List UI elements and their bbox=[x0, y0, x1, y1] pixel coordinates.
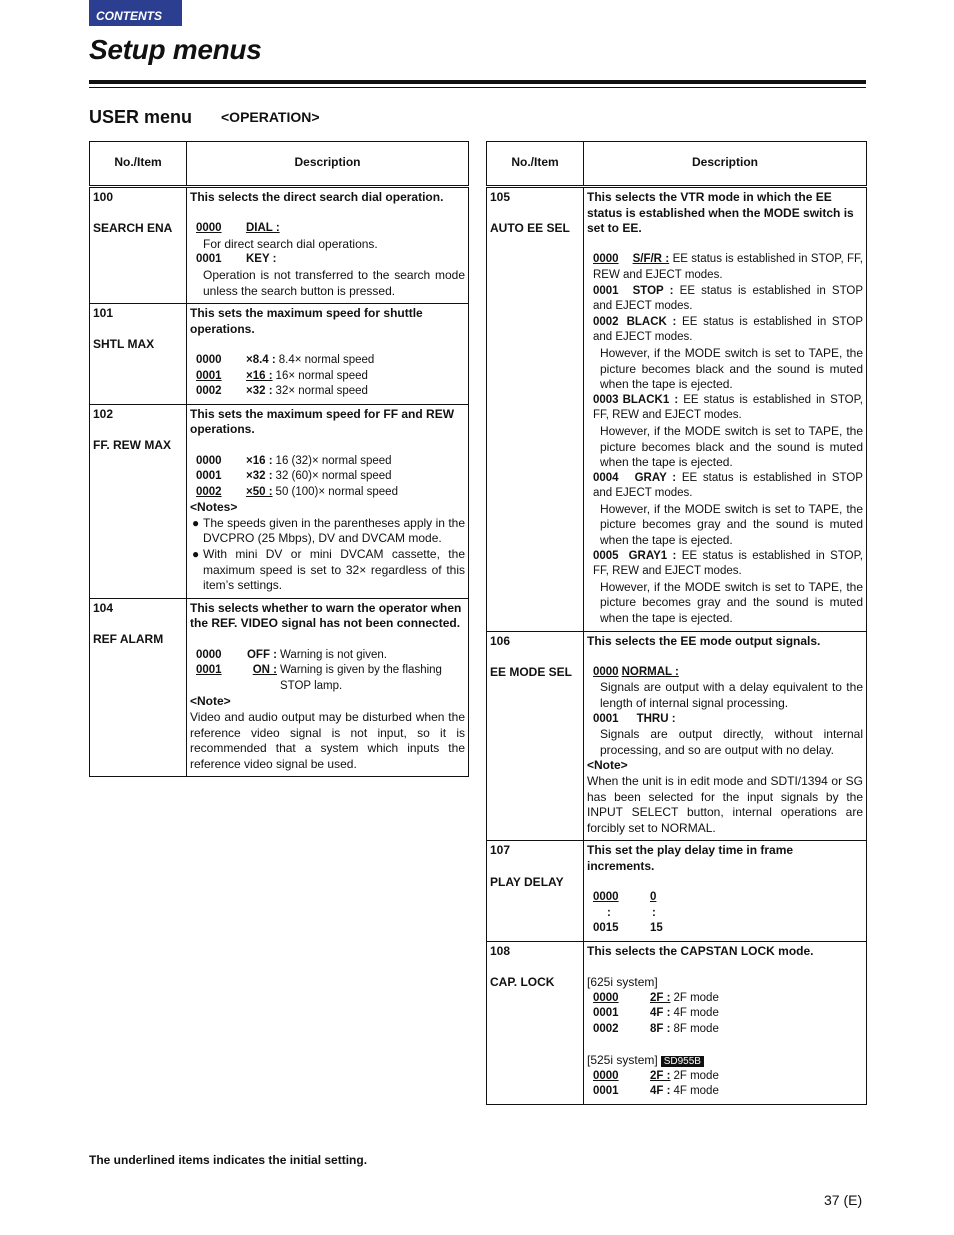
option-label: BLACK1 : bbox=[622, 393, 679, 406]
option-code: 0002 bbox=[593, 315, 619, 328]
option-code: 0001 bbox=[593, 284, 619, 297]
item-lead: This selects the CAPSTAN LOCK mode. bbox=[587, 943, 814, 958]
footnote: The underlined items indicates the initial setting. bbox=[89, 1153, 368, 1167]
option-text: 2F mode bbox=[673, 991, 719, 1004]
item-name: SHTL MAX bbox=[93, 337, 155, 352]
item-number: 104 bbox=[93, 600, 114, 615]
option-code: 0001 bbox=[196, 470, 222, 483]
section-title: USER menu bbox=[89, 107, 193, 127]
table-header-row bbox=[487, 142, 867, 187]
item-name: SEARCH ENA bbox=[93, 221, 173, 236]
settings-table-left bbox=[89, 141, 469, 777]
option-extra: However, if the MODE switch is set to TAPE, the picture becomes gray and the sound is muted when the tape is ejected. bbox=[600, 501, 863, 548]
item-lead: This sets the maximum speed for shuttle operations. bbox=[190, 306, 423, 336]
item-lead: This selects the VTR mode in which the EE status is established when the MODE switch is set to EE. bbox=[587, 190, 854, 236]
option-text: 2F mode bbox=[673, 1069, 719, 1082]
option-text: EE status is established in STOP and EJECT modes. bbox=[593, 315, 863, 344]
item-name: CAP. LOCK bbox=[490, 975, 555, 990]
item-name: FF. REW MAX bbox=[93, 437, 171, 452]
option-code: 0000 bbox=[593, 253, 619, 266]
option-text: 32× normal speed bbox=[275, 385, 368, 398]
desc-cell bbox=[584, 631, 867, 841]
item-number: 101 bbox=[93, 306, 114, 321]
option-code: 0000 bbox=[196, 648, 222, 661]
option-text: 32 (60)× normal speed bbox=[275, 470, 392, 483]
table-row bbox=[487, 631, 867, 841]
option-label: NORMAL : bbox=[621, 665, 679, 678]
option-code: 0001 bbox=[196, 664, 222, 677]
option-code: 0001 bbox=[593, 1007, 619, 1020]
option-text: EE status is established in STOP and EJECT modes. bbox=[593, 284, 864, 313]
option-code: 0000 bbox=[196, 353, 222, 366]
desc-cell bbox=[584, 841, 867, 942]
option-label: S/F/R : bbox=[632, 253, 670, 266]
option-text: EE status is established in STOP, FF, REW and EJECT modes. bbox=[593, 549, 864, 578]
option-value: 0 bbox=[650, 891, 657, 904]
option-label: ×50 : bbox=[246, 485, 273, 498]
option-label: THRU : bbox=[636, 712, 676, 725]
note-text: When the unit is in edit mode and SDTI/1394 or SG has been selected for the input signals by the INPUT SELECT button, internal operations are forcibly set to NORMAL. bbox=[587, 773, 863, 835]
option-code: 0001 bbox=[593, 1085, 619, 1098]
item-number: 102 bbox=[93, 406, 114, 421]
col-desc-header: Description bbox=[584, 142, 867, 187]
option-code: 0000 bbox=[593, 1069, 619, 1082]
option-text: 50 (100)× normal speed bbox=[275, 485, 398, 498]
option-code: 0015 bbox=[593, 922, 619, 935]
table-header-row bbox=[90, 142, 469, 187]
option-label: 8F : bbox=[650, 1022, 671, 1035]
table-row bbox=[90, 598, 469, 777]
item-name: EE MODE SEL bbox=[490, 664, 573, 679]
option-extra: However, if the MODE switch is set to TAPE, the picture becomes black and the sound is muted when the tape is ejected. bbox=[600, 345, 863, 392]
option-label: 2F : bbox=[650, 991, 671, 1004]
option-label: ×16 : bbox=[246, 454, 273, 467]
page-number: 37 (E) bbox=[824, 1192, 863, 1208]
item-lead: This set the play delay time in frame increments. bbox=[587, 843, 794, 873]
option-label: STOP : bbox=[632, 284, 674, 297]
model-badge: SD955B bbox=[661, 1056, 704, 1067]
option-text: Signals are output with a delay equivalent to the length of internal signal processing. bbox=[600, 680, 863, 710]
option-text: 4F mode bbox=[673, 1085, 719, 1098]
option-text: For direct search dial operations. bbox=[203, 236, 378, 251]
option-text: 8F mode bbox=[673, 1022, 719, 1035]
item-name: PLAY DELAY bbox=[490, 874, 564, 889]
option-label: ×32 : bbox=[246, 385, 273, 398]
table-row bbox=[487, 941, 867, 1104]
item-lead: This sets the maximum speed for FF and REW operations. bbox=[190, 406, 455, 437]
item-cell bbox=[90, 304, 187, 405]
table-row bbox=[90, 187, 469, 304]
item-lead: This selects whether to warn the operator when the REF. VIDEO signal has not been connected. bbox=[190, 600, 462, 631]
table-row bbox=[487, 841, 867, 942]
option-label: DIAL : bbox=[246, 222, 280, 235]
option-label: ×16 : bbox=[246, 369, 273, 382]
option-label: ×8.4 : bbox=[246, 353, 276, 366]
desc-cell bbox=[584, 941, 867, 1104]
item-number: 107 bbox=[490, 843, 511, 858]
settings-table-right bbox=[486, 141, 867, 1105]
option-text: 16× normal speed bbox=[275, 369, 368, 382]
desc-cell bbox=[187, 304, 469, 405]
desc-cell bbox=[584, 187, 867, 632]
note-text: With mini DV or mini DVCAM cassette, the maximum speed is set to 32× regardless of this item’s settings. bbox=[203, 547, 465, 593]
option-text: 8.4× normal speed bbox=[278, 353, 375, 366]
option-label: GRAY : bbox=[634, 471, 677, 484]
item-cell bbox=[90, 598, 187, 777]
system-label: [525i system] bbox=[587, 1053, 658, 1068]
option-label: KEY : bbox=[246, 253, 277, 266]
item-cell bbox=[487, 941, 584, 1104]
option-code: 0002 bbox=[593, 1022, 619, 1035]
item-number: 100 bbox=[93, 190, 114, 204]
note-text: The speeds given in the parentheses apply in the DVCPRO (25 Mbps), DV and DVCAM mode. bbox=[203, 515, 465, 546]
option-label: 4F : bbox=[650, 1007, 671, 1020]
table-row bbox=[90, 304, 469, 405]
option-code: 0000 bbox=[593, 665, 619, 678]
note-heading: <Note> bbox=[587, 758, 628, 773]
item-number: 108 bbox=[490, 943, 511, 958]
option-code: 0000 bbox=[593, 991, 619, 1004]
option-code: 0001 bbox=[593, 712, 619, 725]
col-no-header: No./Item bbox=[90, 142, 187, 187]
option-text: Signals are output directly, without internal processing, and so are output with no delay. bbox=[600, 727, 863, 757]
item-lead: This selects the direct search dial operation. bbox=[190, 190, 444, 204]
option-extra: However, if the MODE switch is set to TAPE, the picture becomes gray and the sound is muted when the tape is ejected. bbox=[600, 579, 863, 626]
option-text: EE status is established in STOP, FF, REW and EJECT modes. bbox=[593, 253, 863, 281]
system-label: [625i system] bbox=[587, 975, 658, 990]
option-code: 0000 bbox=[593, 891, 619, 904]
option-code: 0005 bbox=[593, 549, 619, 562]
item-cell bbox=[90, 187, 187, 304]
item-lead: This selects the EE mode output signals. bbox=[587, 633, 821, 648]
option-code: 0001 bbox=[196, 253, 222, 266]
option-value: : bbox=[652, 906, 656, 919]
section-subtitle: <OPERATION> bbox=[221, 109, 320, 125]
option-label: 2F : bbox=[650, 1069, 671, 1082]
title-rule-thin bbox=[89, 87, 866, 88]
option-code: 0000 bbox=[196, 454, 222, 467]
option-code: 0002 bbox=[196, 485, 222, 498]
note-text: Video and audio output may be disturbed when the reference video signal is not input, so it is recommended that a system which inputs the reference video signal be used. bbox=[190, 710, 465, 771]
option-label: OFF : bbox=[246, 648, 277, 661]
option-code: 0004 bbox=[593, 471, 619, 484]
contents-link[interactable]: CONTENTS bbox=[89, 0, 182, 26]
option-code: 0001 bbox=[196, 369, 222, 382]
item-name: AUTO EE SEL bbox=[490, 221, 570, 236]
option-label: ON : bbox=[252, 664, 277, 677]
item-cell bbox=[90, 404, 187, 598]
col-no-header: No./Item bbox=[487, 142, 584, 187]
table-row bbox=[90, 404, 469, 598]
item-name: REF ALARM bbox=[93, 632, 164, 647]
option-value: 15 bbox=[650, 922, 663, 935]
desc-cell bbox=[187, 404, 469, 598]
option-code: 0003 bbox=[593, 393, 619, 406]
option-text: Operation is not transferred to the search mode unless the search button is pressed. bbox=[203, 267, 465, 298]
option-code: 0002 bbox=[196, 385, 222, 398]
col-desc-header: Description bbox=[187, 142, 469, 187]
table-row bbox=[487, 187, 867, 632]
option-text: 4F mode bbox=[673, 1007, 719, 1020]
item-number: 106 bbox=[490, 633, 511, 648]
option-code: : bbox=[607, 906, 611, 919]
item-number: 105 bbox=[490, 190, 511, 204]
desc-cell bbox=[187, 598, 469, 777]
page-title: Setup menus bbox=[89, 34, 262, 65]
option-extra: However, if the MODE switch is set to TAPE, the picture becomes black and the sound is muted when the tape is ejected. bbox=[600, 423, 863, 470]
option-label: GRAY1 : bbox=[628, 549, 677, 562]
item-cell bbox=[487, 187, 584, 632]
note-heading: <Note> bbox=[190, 694, 231, 709]
option-label: 4F : bbox=[650, 1085, 671, 1098]
option-text: Warning is not given. bbox=[280, 648, 387, 661]
title-rule bbox=[89, 80, 866, 84]
option-text: EE status is established in STOP, FF, REW and EJECT modes. bbox=[593, 393, 863, 422]
bullet-icon: ● bbox=[192, 515, 200, 530]
desc-cell bbox=[187, 187, 469, 304]
option-code: 0000 bbox=[196, 222, 222, 235]
notes-heading: <Notes> bbox=[190, 500, 238, 515]
option-label: BLACK : bbox=[626, 315, 677, 328]
option-text: Warning is given by the flashing STOP lamp. bbox=[280, 664, 442, 692]
item-cell bbox=[487, 841, 584, 942]
option-text: 16 (32)× normal speed bbox=[275, 454, 392, 467]
option-label: ×32 : bbox=[246, 470, 273, 483]
item-cell bbox=[487, 631, 584, 841]
option-text: EE status is established in STOP and EJECT modes. bbox=[593, 471, 863, 500]
bullet-icon: ● bbox=[192, 547, 200, 562]
